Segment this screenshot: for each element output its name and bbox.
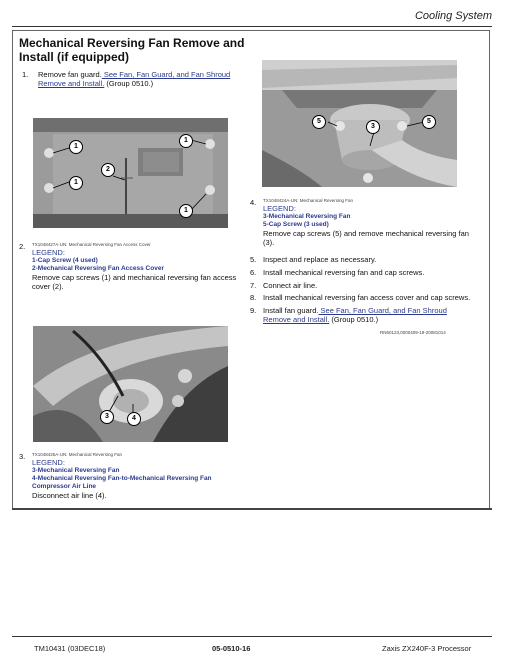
figure-code: TX1048427A-UN: Mechanical Reversing Fan Access Cover [32,242,151,247]
legend-item: 2-Mechanical Reversing Fan Access Cover [32,265,164,272]
step-1 [22,70,247,92]
step-number: 5. [250,255,257,264]
step-text: Disconnect air line (4). [32,491,107,500]
legend-item: 4-Mechanical Reversing Fan-to-Mechanical Reversing Fan Compressor Air Line [32,475,212,490]
callout-3: 3 [100,410,114,424]
footer-manual-id: TM10431 (03DEC18) [34,644,106,653]
step-number: 1. [22,70,29,79]
photo-fan-air-line [33,326,228,442]
callout-1a: 1 [69,140,83,154]
callout-5b: 5 [422,115,436,129]
step-8 [250,293,475,303]
callout-3b: 3 [366,120,380,134]
legend-item: 3-Mechanical Reversing Fan [263,213,351,220]
step-text: (Group 0510.) [104,79,154,88]
legend-title: LEGEND: [263,204,296,213]
step-number: 7. [250,281,257,290]
step-text: Install mechanical reversing fan and cap screws. [263,268,425,277]
step-7 [250,281,475,291]
step-number: 6. [250,268,257,277]
callout-1b: 1 [69,176,83,190]
footer-rule [12,636,492,637]
step-number: 8. [250,293,257,302]
photo-access-cover [33,118,228,228]
step-number: 4. [250,198,257,207]
step-text: Remove fan guard. [38,70,102,79]
step-text: Install fan guard. [263,306,319,315]
callout-5a: 5 [312,115,326,129]
step-2 [19,242,244,294]
step-5 [250,255,475,265]
step-text: Connect air line. [263,281,318,290]
fan-guard-link[interactable]: See Fan, Fan Guard, and Fan Shroud Remove and Install. [38,70,231,88]
step-6 [250,268,475,278]
step-text: Inspect and replace as necessary. [263,255,377,264]
fan-guard-link[interactable]: See Fan, Fan Guard, and Fan Shroud Remove and Install. [263,306,447,324]
legend-item: 3-Mechanical Reversing Fan [32,467,120,474]
photo-fan-removal [262,60,457,187]
step-text: Install mechanical reversing fan access cover and cap screws. [263,293,471,302]
reference-code: RN60123,0000409-19-20081014 [380,330,446,335]
step-text: Remove cap screws (5) and remove mechanical reversing fan (3). [263,229,469,247]
page-header-title: Cooling System [414,10,492,22]
legend-item: 5-Cap Screw (3 used) [263,221,329,228]
callout-1c: 1 [179,134,193,148]
frame-bottom-rule [12,508,492,510]
callout-1d: 1 [179,204,193,218]
section-title: Mechanical Reversing Fan Remove and Install (if equipped) [19,36,245,64]
photo-access-cover-image [33,118,228,228]
figure-code: TX1048425A-UN: Mechanical Reversing Fan [32,452,123,457]
callout-2: 2 [101,163,115,177]
header-rule [12,26,492,27]
footer-page-number: 05-0510-16 [212,644,251,653]
step-4 [250,198,475,250]
step-number: 3. [19,452,26,461]
step-9 [250,306,475,328]
step-text: Remove cap screws (1) and mechanical reversing fan access cover (2). [32,273,237,291]
legend-item: 1-Cap Screw (4 used) [32,257,98,264]
step-number: 2. [19,242,26,251]
step-text: (Group 0510.) [329,315,379,324]
figure-code: TX1048424A-UN: Mechanical Reversing Fan [263,198,354,203]
step-number: 9. [250,306,257,315]
legend-title: LEGEND: [32,248,65,257]
step-3 [19,452,244,507]
legend-title: LEGEND: [32,458,65,467]
footer-model: Zaxis ZX240F-3 Processor [382,644,472,653]
callout-4: 4 [127,412,141,426]
